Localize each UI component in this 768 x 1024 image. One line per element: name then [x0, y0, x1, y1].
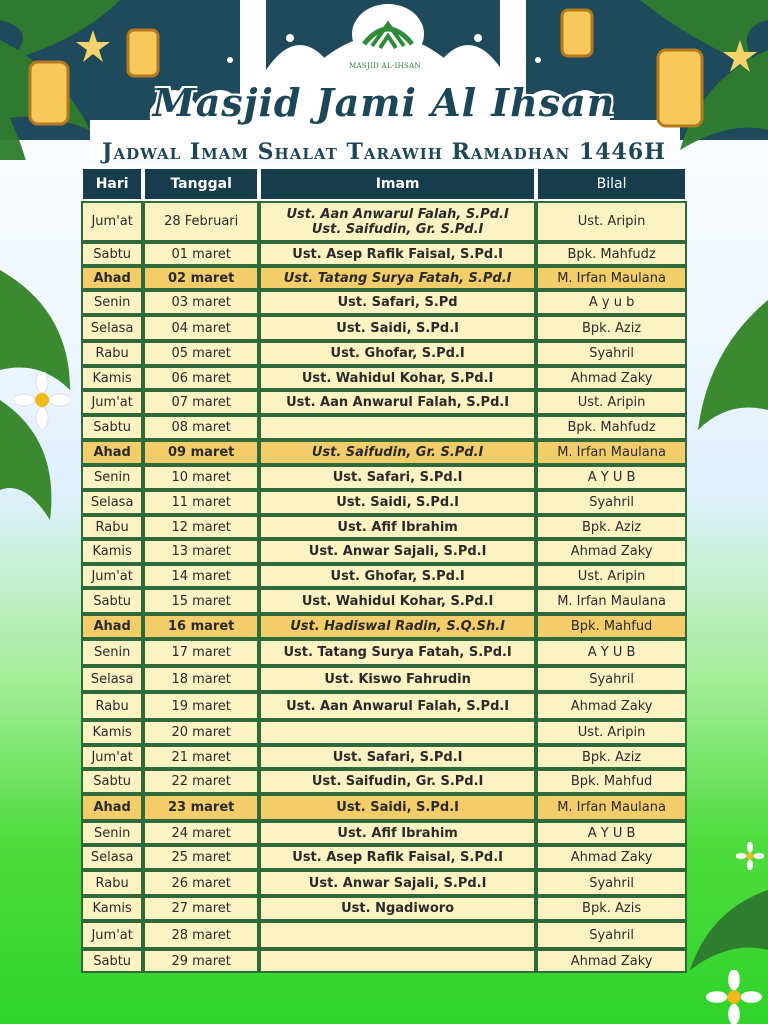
cell-bilal: M. Irfan Maulana [536, 794, 687, 821]
table-row [81, 515, 687, 539]
cell-tanggal: 02 maret [143, 266, 259, 290]
cell-hari: Ahad [81, 794, 143, 821]
cell-tanggal: 28 maret [143, 921, 259, 949]
cell-tanggal: 06 maret [143, 366, 259, 390]
cell-imam: Ust. Anwar Sajali, S.Pd.I [259, 870, 536, 896]
cell-bilal: Bpk. Mahfudz [536, 242, 687, 266]
cell-imam: Ust. Wahidul Kohar, S.Pd.I [259, 588, 536, 614]
cell-tanggal: 15 maret [143, 588, 259, 614]
cell-bilal: Bpk. Azis [536, 896, 687, 921]
table-row [81, 692, 687, 720]
table-row [81, 564, 687, 588]
mosque-name: Masjid Jami Al Ihsan [152, 80, 616, 125]
table-row [81, 315, 687, 341]
column-header-tanggal: Tanggal [143, 167, 259, 201]
table-row [81, 666, 687, 692]
cell-tanggal: 11 maret [143, 490, 259, 515]
cell-bilal: Bpk. Aziz [536, 745, 687, 769]
cell-imam: Ust. Aan Anwarul Falah, S.Pd.I [259, 692, 536, 720]
cell-tanggal: 24 maret [143, 821, 259, 845]
cell-bilal: A Y U B [536, 821, 687, 845]
cell-imam: Ust. Safari, S.Pd [259, 290, 536, 315]
cell-hari: Rabu [81, 515, 143, 539]
table-row [81, 242, 687, 266]
cell-tanggal: 21 maret [143, 745, 259, 769]
cell-imam [259, 720, 536, 745]
cell-tanggal: 19 maret [143, 692, 259, 720]
cell-hari: Kamis [81, 539, 143, 564]
cell-hari: Senin [81, 465, 143, 490]
table-header-row [81, 167, 687, 201]
table-row [81, 415, 687, 440]
cell-imam: Ust. Afif Ibrahim [259, 515, 536, 539]
cell-bilal: Ahmad Zaky [536, 949, 687, 973]
cell-imam: Ust. Saifudin, Gr. S.Pd.I [259, 769, 536, 794]
table-row [81, 290, 687, 315]
cell-bilal: A Y U B [536, 465, 687, 490]
table-row [81, 440, 687, 465]
cell-tanggal: 14 maret [143, 564, 259, 588]
cell-tanggal: 16 maret [143, 614, 259, 639]
cell-imam: Ust. Tatang Surya Fatah, S.Pd.I [259, 266, 536, 290]
cell-tanggal: 25 maret [143, 845, 259, 870]
logo-caption: MASJID AL-IHSAN [349, 62, 421, 70]
cell-bilal: Ahmad Zaky [536, 366, 687, 390]
cell-bilal: Syahril [536, 490, 687, 515]
column-header-hari: Hari [81, 167, 143, 201]
table-row [81, 341, 687, 366]
table-row [81, 539, 687, 564]
cell-tanggal: 08 maret [143, 415, 259, 440]
palm-leaf-right-icon [688, 300, 768, 440]
cell-bilal: Ahmad Zaky [536, 539, 687, 564]
cell-bilal: Ust. Aripin [536, 720, 687, 745]
cell-hari: Sabtu [81, 415, 143, 440]
cell-hari: Jum'at [81, 564, 143, 588]
cell-hari: Rabu [81, 692, 143, 720]
imam-line: Ust. Aan Anwarul Falah, S.Pd.I [286, 206, 509, 222]
cell-tanggal: 04 maret [143, 315, 259, 341]
cell-hari: Selasa [81, 315, 143, 341]
cell-bilal: Syahril [536, 921, 687, 949]
cell-bilal: Syahril [536, 666, 687, 692]
cell-bilal: Bpk. Aziz [536, 515, 687, 539]
column-header-imam: Imam [259, 167, 536, 201]
cell-tanggal: 13 maret [143, 539, 259, 564]
cell-hari: Selasa [81, 666, 143, 692]
cell-imam: Ust. Kiswo Fahrudin [259, 666, 536, 692]
cell-tanggal: 20 maret [143, 720, 259, 745]
cell-imam: Ust. Saidi, S.Pd.I [259, 315, 536, 341]
cell-hari: Kamis [81, 896, 143, 921]
cell-hari: Selasa [81, 845, 143, 870]
cell-hari: Jum'at [81, 390, 143, 415]
cell-imam [259, 949, 536, 973]
cell-hari: Senin [81, 821, 143, 845]
cell-imam: Ust. Saidi, S.Pd.I [259, 490, 536, 515]
page-title: Jadwal Imam Shalat Tarawih Ramadhan 1446H [102, 139, 666, 165]
cell-bilal: A Y U B [536, 639, 687, 666]
palm-leaf-bottom-right-icon [690, 880, 768, 970]
cell-tanggal: 23 maret [143, 794, 259, 821]
table-row [81, 845, 687, 870]
table-row [81, 769, 687, 794]
cell-hari: Senin [81, 290, 143, 315]
cell-hari: Sabtu [81, 769, 143, 794]
cell-tanggal: 01 maret [143, 242, 259, 266]
cell-hari: Ahad [81, 440, 143, 465]
cell-hari: Jum'at [81, 921, 143, 949]
cell-imam: Ust. Asep Rafik Faisal, S.Pd.I [259, 242, 536, 266]
cell-tanggal: 18 maret [143, 666, 259, 692]
cell-tanggal: 05 maret [143, 341, 259, 366]
cell-bilal: Bpk. Mahfud [536, 614, 687, 639]
schedule-body [81, 201, 687, 973]
cell-imam [259, 415, 536, 440]
cell-hari: Rabu [81, 341, 143, 366]
cell-bilal: Ust. Aripin [536, 564, 687, 588]
table-row [81, 745, 687, 769]
cell-imam: Ust. Tatang Surya Fatah, S.Pd.I [259, 639, 536, 666]
cell-imam: Ust. Aan Anwarul Falah, S.Pd.I [259, 390, 536, 415]
table-row [81, 896, 687, 921]
cell-imam: Ust. Saifudin, Gr. S.Pd.I [259, 440, 536, 465]
table-row [81, 794, 687, 821]
cell-bilal: Syahril [536, 870, 687, 896]
cell-imam: Ust. Hadiswal Radin, S.Q.Sh.I [259, 614, 536, 639]
cell-imam: Ust. Asep Rafik Faisal, S.Pd.I [259, 845, 536, 870]
cell-bilal: Ahmad Zaky [536, 845, 687, 870]
cell-hari: Sabtu [81, 949, 143, 973]
table-row [81, 266, 687, 290]
table-row [81, 949, 687, 973]
daisy-icon [14, 372, 70, 428]
cell-bilal: M. Irfan Maulana [536, 588, 687, 614]
cell-tanggal: 12 maret [143, 515, 259, 539]
daisy-icon [736, 842, 764, 870]
cell-hari: Ahad [81, 266, 143, 290]
cell-tanggal: 26 maret [143, 870, 259, 896]
cell-hari: Selasa [81, 490, 143, 515]
cell-imam: Ust. Wahidul Kohar, S.Pd.I [259, 366, 536, 390]
cell-imam: Ust. Anwar Sajali, S.Pd.I [259, 539, 536, 564]
table-row [81, 921, 687, 949]
cell-hari: Rabu [81, 870, 143, 896]
table-row [81, 390, 687, 415]
cell-hari: Sabtu [81, 588, 143, 614]
cell-bilal: Bpk. Mahfud [536, 769, 687, 794]
cell-imam [259, 201, 536, 242]
cell-tanggal: 17 maret [143, 639, 259, 666]
cell-hari: Jum'at [81, 745, 143, 769]
cell-imam: Ust. Afif Ibrahim [259, 821, 536, 845]
cell-imam: Ust. Ngadiworo [259, 896, 536, 921]
schedule-table [81, 167, 687, 973]
cell-tanggal: 28 Februari [143, 201, 259, 242]
cell-tanggal: 10 maret [143, 465, 259, 490]
cell-tanggal: 09 maret [143, 440, 259, 465]
cell-tanggal: 27 maret [143, 896, 259, 921]
cell-tanggal: 07 maret [143, 390, 259, 415]
cell-hari: Senin [81, 639, 143, 666]
cell-bilal: Ahmad Zaky [536, 692, 687, 720]
imam-line: Ust. Saifudin, Gr. S.Pd.I [311, 221, 484, 237]
cell-imam: Ust. Ghofar, S.Pd.I [259, 341, 536, 366]
cell-bilal: Ust. Aripin [536, 201, 687, 242]
cell-bilal: Bpk. Aziz [536, 315, 687, 341]
table-row [81, 465, 687, 490]
table-row [81, 614, 687, 639]
cell-hari: Jum'at [81, 201, 143, 242]
cell-hari: Kamis [81, 366, 143, 390]
table-row [81, 821, 687, 845]
cell-imam: Ust. Ghofar, S.Pd.I [259, 564, 536, 588]
cell-bilal: Bpk. Mahfudz [536, 415, 687, 440]
table-row [81, 870, 687, 896]
cell-bilal: M. Irfan Maulana [536, 266, 687, 290]
cell-imam [259, 921, 536, 949]
table-row [81, 588, 687, 614]
table-row [81, 201, 687, 242]
cell-hari: Kamis [81, 720, 143, 745]
cell-tanggal: 29 maret [143, 949, 259, 973]
cell-bilal: Syahril [536, 341, 687, 366]
cell-bilal: A y u b [536, 290, 687, 315]
cell-tanggal: 03 maret [143, 290, 259, 315]
column-header-bilal: Bilal [536, 167, 687, 201]
cell-hari: Sabtu [81, 242, 143, 266]
cell-hari: Ahad [81, 614, 143, 639]
daisy-icon [704, 970, 764, 1024]
table-row [81, 639, 687, 666]
table-row [81, 366, 687, 390]
cell-bilal: Ust. Aripin [536, 390, 687, 415]
cell-tanggal: 22 maret [143, 769, 259, 794]
table-row [81, 490, 687, 515]
cell-bilal: M. Irfan Maulana [536, 440, 687, 465]
cell-imam: Ust. Safari, S.Pd.I [259, 745, 536, 769]
table-row [81, 720, 687, 745]
cell-imam: Ust. Safari, S.Pd.I [259, 465, 536, 490]
cell-imam: Ust. Saidi, S.Pd.I [259, 794, 536, 821]
